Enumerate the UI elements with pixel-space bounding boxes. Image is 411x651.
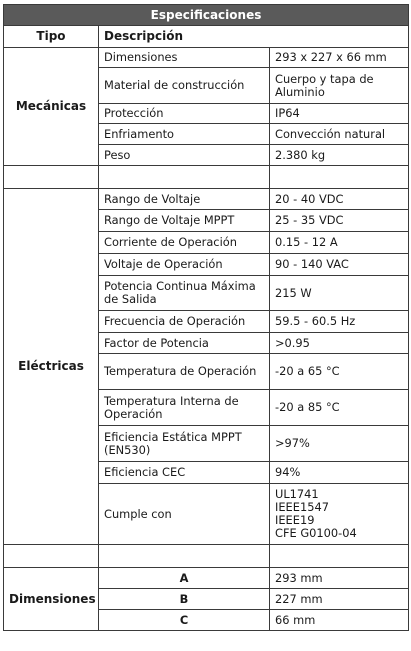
dimension-letter: B [99,589,270,610]
spec-value: 59.5 - 60.5 Hz [270,311,409,333]
spec-name: Peso [99,145,270,166]
standard-item: IEEE19 [275,513,315,527]
standard-item: UL1741 [275,487,319,501]
spec-name: Voltaje de Operación [99,254,270,276]
group-label-mecanicas: Mecánicas [4,48,99,166]
header-descripcion: Descripción [99,26,409,48]
spec-value: -20 a 85 °C [270,390,409,426]
spec-value: 0.15 - 12 A [270,232,409,254]
spec-value: Convección natural [270,124,409,145]
standard-item: IEEE1547 [275,500,329,514]
spec-value: IP64 [270,104,409,124]
group-label-dimensiones: Dimensiones [4,568,99,631]
spec-value: >97% [270,426,409,462]
spec-name: Rango de Voltaje [99,189,270,210]
spec-value: 94% [270,462,409,484]
spec-value: Cuerpo y tapa de Aluminio [270,68,409,104]
spec-name: Rango de Voltaje MPPT [99,210,270,232]
spec-name: Corriente de Operación [99,232,270,254]
spec-name: Eficiencia Estática MPPT (EN530) [99,426,270,462]
spec-name: Factor de Potencia [99,333,270,354]
specifications-table [3,4,409,631]
spec-name: Temperatura de Operación [99,354,270,390]
table-title-row [4,5,409,26]
spec-value: 215 W [270,276,409,311]
spec-name: Potencia Continua Máxima de Salida [99,276,270,311]
dimension-value: 227 mm [270,589,409,610]
spec-value: -20 a 65 °C [270,354,409,390]
spec-name: Protección [99,104,270,124]
spec-name: Cumple con [99,484,270,545]
dimension-letter: C [99,610,270,631]
spec-name: Frecuencia de Operación [99,311,270,333]
spec-name: Temperatura Interna de Operación [99,390,270,426]
group-label-electricas: Eléctricas [4,189,99,545]
spec-name: Eficiencia CEC [99,462,270,484]
spec-value-list [270,484,409,545]
table-row [4,48,409,68]
spec-value: >0.95 [270,333,409,354]
table-row [4,568,409,589]
spec-value: 20 - 40 VDC [270,189,409,210]
spacer-row [4,166,409,189]
spec-value: 25 - 35 VDC [270,210,409,232]
table-title: Especificaciones [4,5,409,26]
table-row [4,189,409,210]
header-tipo: Tipo [4,26,99,48]
dimension-value: 293 mm [270,568,409,589]
spec-name: Material de construcción [99,68,270,104]
spec-value: 90 - 140 VAC [270,254,409,276]
standard-item: CFE G0100-04 [275,526,357,540]
dimension-value: 66 mm [270,610,409,631]
spec-value: 293 x 227 x 66 mm [270,48,409,68]
table-header-row [4,26,409,48]
spec-name: Enfriamento [99,124,270,145]
spec-value: 2.380 kg [270,145,409,166]
dimension-letter: A [99,568,270,589]
spacer-row [4,545,409,568]
spec-name: Dimensiones [99,48,270,68]
